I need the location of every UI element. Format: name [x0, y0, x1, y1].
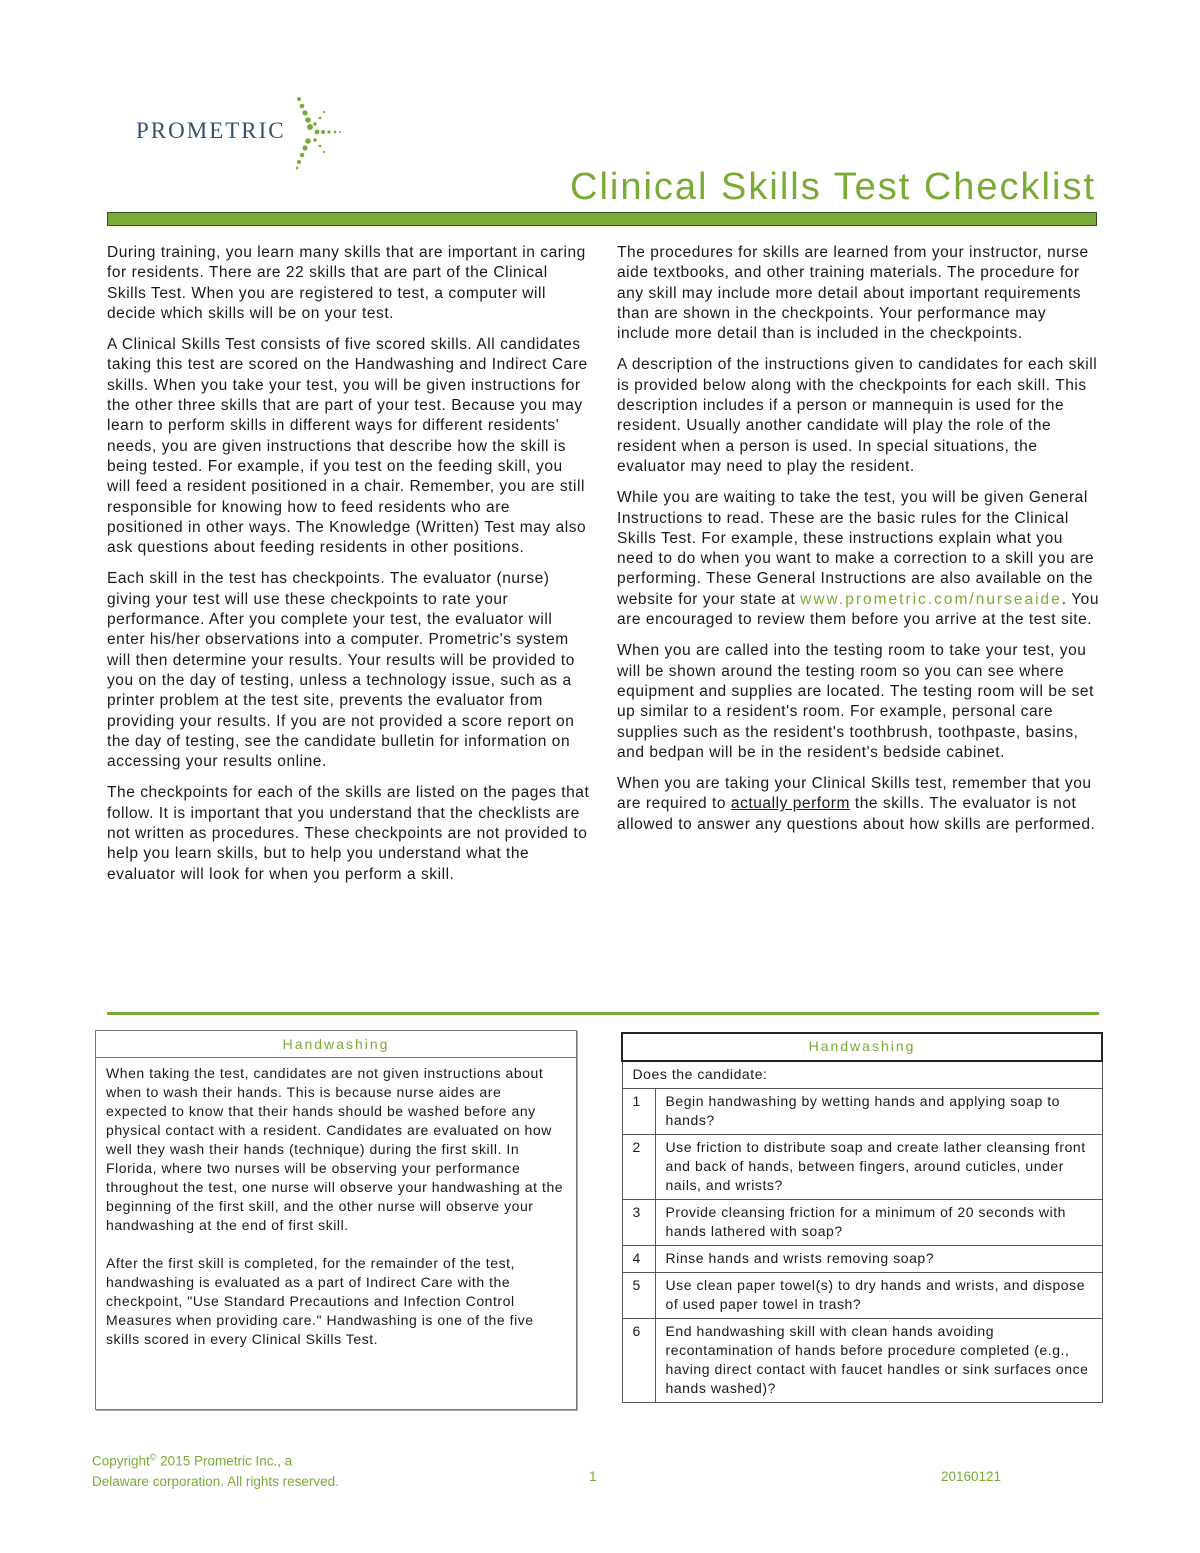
table-row	[622, 1319, 1102, 1403]
table-row	[622, 1135, 1102, 1200]
underlined-text: actually perform	[730, 795, 850, 813]
intro-paragraph: The procedures for skills are learned from your instructor, nurse aide textbooks, and other training materials. The procedure for any skill may include more detail about important requirements than are shown in the checkpoints. Your performance may include more detail than is included in the checkpoints.	[617, 244, 1089, 343]
document-code: 20160121	[941, 1469, 1002, 1484]
nurseaide-website-link[interactable]: www.prometric.com/nurseaide	[800, 590, 1062, 608]
copyright-symbol: ©	[149, 1452, 157, 1462]
copyright-text: 2015 Prometric Inc., a	[156, 1453, 293, 1469]
title-underline-bar	[107, 212, 1097, 226]
page-number: 1	[589, 1469, 597, 1484]
page-title: Clinical Skills Test Checklist	[570, 166, 1096, 208]
checkpoint-text: Use friction to distribute soap and create lather cleansing front and back of hands, between fingers, around cuticles, under nails, and wrists?	[655, 1135, 1102, 1200]
checkpoint-number: 5	[622, 1273, 655, 1319]
checklist-header-row	[622, 1033, 1102, 1061]
checklist-prompt-row	[622, 1061, 1102, 1089]
text-span: . You are encouraged to review them before you arrive at the test site.	[617, 590, 1100, 629]
prometric-dots-logo-icon	[296, 96, 342, 170]
checkpoint-text: Provide cleansing friction for a minimum of 20 seconds with hands lathered with soap?	[655, 1200, 1102, 1246]
checkpoint-text: Begin handwashing by wetting hands and applying soap to hands?	[655, 1089, 1102, 1135]
intro-paragraph: When you are called into the testing room to take your test, you will be shown around the testing room so you can see where equipment and supplies are located. The testing room will be set up similar to a resident's room. For example, personal care supplies such as the resident's toothbrush, toothpaste, basins, and bedpan will be in the resident's bedside cabinet.	[617, 642, 1094, 761]
checkpoint-text: Rinse hands and wrists removing soap?	[655, 1246, 1102, 1273]
text-span: When you are taking your Clinical Skills test, remember that you are required to	[617, 775, 1092, 813]
intro-right-column	[617, 243, 1101, 846]
logo-text: PROMETRIC	[136, 118, 286, 143]
copyright-text: Copyright	[92, 1453, 150, 1469]
intro-paragraph: During training, you learn many skills that are important in caring for residents. There are 22 skills that are part of the Clinical Skills Test. When you are registered to test, a computer will decide which skills will be on your test.	[107, 244, 586, 322]
info-paragraph: After the first skill is completed, for the remainder of the test, handwashing is evaluated as a part of Indirect Care with the checkpoint, "Use Standard Precautions and Infection Control Measures when providing care." Handwashing is one of the five skills scored in every Clinical Skills Test.	[106, 1255, 534, 1347]
handwashing-info-header: Handwashing	[96, 1031, 576, 1058]
text-span: the skills. The evaluator is not allowed to answer any questions about how skills are performed.	[617, 795, 1096, 833]
handwashing-info-box	[95, 1030, 577, 1410]
intro-paragraph	[617, 488, 1101, 630]
intro-paragraph	[617, 774, 1101, 835]
checklist-prompt: Does the candidate:	[622, 1061, 1102, 1089]
table-row	[622, 1246, 1102, 1273]
checklist-header: Handwashing	[622, 1033, 1102, 1061]
checkpoint-text: Use clean paper towel(s) to dry hands and wrists, and dispose of used paper towel in trash?	[655, 1273, 1102, 1319]
table-row	[622, 1273, 1102, 1319]
checkpoint-text: End handwashing skill with clean hands avoiding recontamination of hands before procedure completed (e.g., having direct contact with faucet handles or sink surfaces once hands washed)?	[655, 1319, 1102, 1403]
copyright-line: Delaware corporation. All rights reserved.	[92, 1473, 339, 1489]
checkpoint-number: 6	[622, 1319, 655, 1403]
intro-left-column	[107, 243, 591, 896]
checkpoint-number: 2	[622, 1135, 655, 1200]
table-row	[622, 1089, 1102, 1135]
handwashing-checklist-table	[621, 1032, 1103, 1403]
info-paragraph: When taking the test, candidates are not given instructions about when to wash their hands. This is because nurse aides are expected to know that their hands should be washed before any physical contact with a resident. Candidates are evaluated on how well they wash their hands (technique) during the first skill. In Florida, where two nurses will be observing your performance throughout the test, one nurse will observe your handwashing at the beginning of the first skill, and the other nurse will observe your handwashing at the end of first skill.	[106, 1065, 564, 1233]
intro-paragraph: A Clinical Skills Test consists of five scored skills. All candidates taking this test are scored on the Handwashing and Indirect Care skills. When you take your test, you will be given instructions for the other three skills that are part of your test. Because you may learn to perform skills in different ways for different residents' needs, you are given instructions that describe how the skill is being tested. For example, if you test on the feeding skill, you will feed a resident positioned in a chair. Remember, you are still responsible for knowing how to feed residents who are positioned in other ways. The Knowledge (Written) Test may also ask questions about feeding residents in other positions.	[107, 336, 588, 557]
checkpoint-number: 1	[622, 1089, 655, 1135]
text-span: While you are waiting to take the test, you will be given General Instructions to read. These are the basic rules for the Clinical Skills Test. For example, these instructions explain what you need to do when you want to make a correction to a skill you are performing. These General Instructions are also available on the website for your state at	[617, 489, 1095, 608]
intro-paragraph: A description of the instructions given to candidates for each skill is provided below along with the checkpoints for each skill. This description includes if a person or mannequin is used for the resident. Usually another candidate will play the role of the resident when a person is used. In special situations, the evaluator may need to play the resident.	[617, 356, 1098, 475]
table-row	[622, 1200, 1102, 1246]
prometric-logo	[136, 96, 356, 176]
handwashing-info-body	[96, 1058, 576, 1349]
checkpoint-number: 3	[622, 1200, 655, 1246]
checkpoint-number: 4	[622, 1246, 655, 1273]
section-separator	[107, 1012, 1099, 1015]
intro-paragraph: Each skill in the test has checkpoints. The evaluator (nurse) giving your test will use these checkpoints to rate your performance. After you complete your test, the evaluator will enter his/her observations into a computer. Prometric's system will then determine your results. Your results will be provided to you on the day of testing, unless a technology issue, such as a printer problem at the test site, prevents the evaluator from providing your results. If you are not provided a score report on the day of testing, see the candidate bulletin for information on accessing your results online.	[107, 570, 575, 771]
intro-paragraph: The checkpoints for each of the skills are listed on the pages that follow. It is important that you understand that the checklists are not written as procedures. These checkpoints are not provided to help you learn skills, but to help you understand what the evaluator will look for when you perform a skill.	[107, 784, 590, 883]
footer-copyright	[92, 1447, 339, 1492]
